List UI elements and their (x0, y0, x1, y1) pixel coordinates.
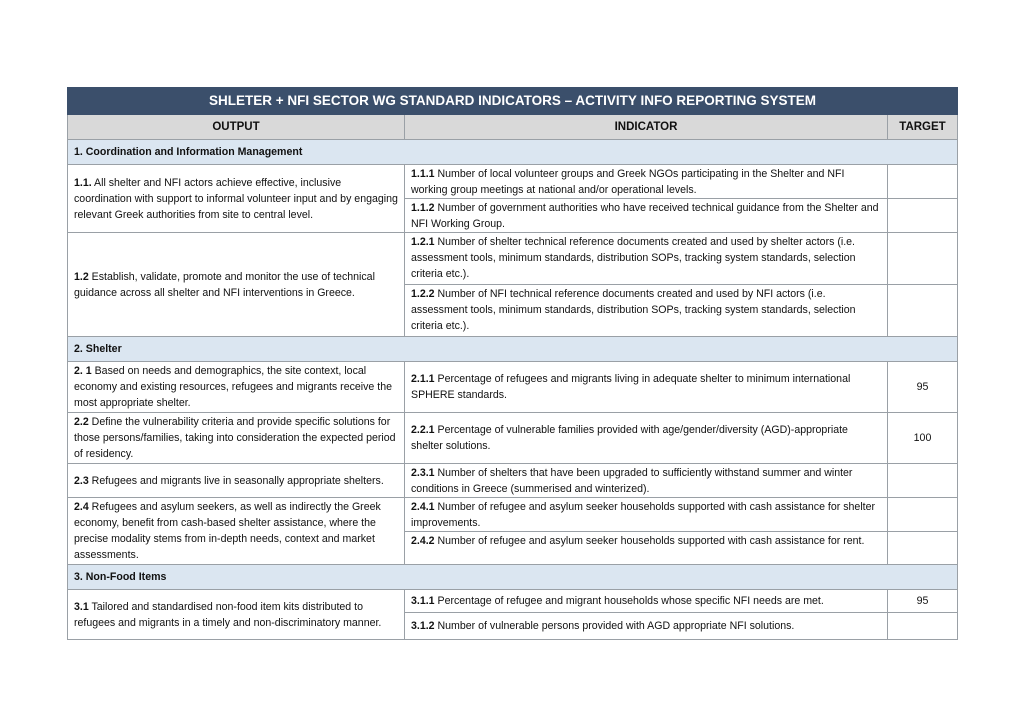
indicator-cell (405, 532, 888, 565)
indicator-cell (405, 590, 888, 613)
target-cell (888, 613, 958, 640)
output-header: OUTPUT (68, 115, 405, 140)
indicator-text: Percentage of refugees and migrants living in adequate shelter to minimum international SPHERE standards. (411, 373, 851, 401)
section-label: 2. Shelter (68, 337, 958, 362)
indicator-header: INDICATOR (405, 115, 888, 140)
indicator-number: 2.1.1 (411, 373, 435, 385)
output-cell (68, 233, 405, 337)
target-cell: 95 (888, 362, 958, 413)
indicator-text: Percentage of vulnerable families provided with age/gender/diversity (AGD)-appropriate shelter solutions. (411, 424, 848, 452)
output-text: All shelter and NFI actors achieve effective, inclusive coordination with support to informal volunteer input and by engaging relevant Greek authorities from site to central level. (74, 176, 398, 221)
section-row (68, 140, 958, 165)
output-cell (68, 413, 405, 464)
indicator-number: 1.1.1 (411, 168, 435, 180)
target-cell (888, 464, 958, 498)
table-row (68, 233, 958, 285)
indicator-text: Number of refugee and asylum seeker households supported with cash assistance for shelter improvements. (411, 501, 876, 529)
indicator-text: Number of shelter technical reference documents created and used by shelter actors (i.e. assessment tools, minimum standards, distribution SOPs, tracking system standards, selection criteria etc.). (411, 236, 856, 280)
target-cell: 95 (888, 590, 958, 613)
output-cell (68, 165, 405, 233)
indicator-cell (405, 362, 888, 413)
indicator-cell (405, 285, 888, 337)
indicator-number: 1.2.2 (411, 288, 435, 300)
output-number: 1.1. (74, 176, 92, 189)
indicator-number: 2.4.2 (411, 535, 435, 547)
output-text: Refugees and migrants live in seasonally appropriate shelters. (88, 474, 384, 487)
target-cell (888, 165, 958, 199)
output-number: 2.4 (74, 501, 89, 513)
indicator-text: Percentage of refugee and migrant households whose specific NFI needs are met. (434, 595, 824, 607)
indicator-cell (405, 165, 888, 199)
table-row (68, 590, 958, 613)
output-cell (68, 362, 405, 413)
indicator-number: 2.3.1 (411, 467, 435, 479)
indicator-number: 2.2.1 (411, 424, 435, 436)
indicator-number: 1.1.2 (411, 202, 435, 214)
target-cell: 100 (888, 413, 958, 464)
indicator-text: Number of local volunteer groups and Greek NGOs participating in the Shelter and NFI working group meetings at national and/or operational levels. (411, 168, 845, 196)
indicator-cell (405, 498, 888, 532)
target-cell (888, 532, 958, 565)
target-header: TARGET (888, 115, 958, 140)
indicator-text: Number of shelters that have been upgraded to sufficiently withstand summer and winter conditions in Greece (summerised and winterized). (411, 467, 853, 495)
output-number: 2.2 (74, 416, 89, 428)
output-number: 2. 1 (74, 365, 92, 377)
indicator-text: Number of government authorities who have received technical guidance from the Shelter and NFI Working Group. (411, 202, 879, 230)
section-label: 1. Coordination and Information Management (68, 140, 958, 165)
indicator-text: Number of NFI technical reference documents created and used by NFI actors (i.e. assessment tools, minimum standards, distribution SOPs, tracking system standards, selection criteria etc.). (411, 288, 856, 332)
output-number: 3.1 (74, 600, 89, 613)
output-text: Define the vulnerability criteria and provide specific solutions for those persons/families, taking into consideration the expected period of residency. (74, 416, 396, 460)
output-text: Tailored and standardised non-food item kits distributed to refugees and migrants in a timely and non-discriminatory manner. (74, 600, 382, 629)
indicators-table (67, 87, 958, 640)
table-row (68, 165, 958, 199)
target-cell (888, 285, 958, 337)
output-text: Establish, validate, promote and monitor the use of technical guidance across all shelter and NFI interventions in Greece. (74, 270, 375, 299)
indicator-cell (405, 233, 888, 285)
section-label: 3. Non-Food Items (68, 565, 958, 590)
indicator-number: 2.4.1 (411, 501, 435, 513)
table-row (68, 362, 958, 413)
header-row (68, 115, 958, 140)
output-cell (68, 590, 405, 640)
indicator-cell (405, 413, 888, 464)
output-number: 1.2 (74, 270, 89, 283)
table-row (68, 464, 958, 498)
section-row (68, 565, 958, 590)
indicator-cell (405, 464, 888, 498)
output-text: Based on needs and demographics, the site context, local economy and existing resources, refugees and migrants receive the most appropriate shelter. (74, 365, 392, 409)
table-row (68, 413, 958, 464)
output-text: Refugees and asylum seekers, as well as indirectly the Greek economy, benefit from cash-based shelter assistance, where the precise modality stems from in-depth needs, context and market assessments. (74, 501, 381, 561)
table-row (68, 498, 958, 532)
table-title: SHLETER + NFI SECTOR WG STANDARD INDICATORS – ACTIVITY INFO REPORTING SYSTEM (68, 88, 958, 115)
indicator-text: Number of refugee and asylum seeker households supported with cash assistance for rent. (434, 535, 865, 547)
indicator-cell (405, 613, 888, 640)
indicator-text: Number of vulnerable persons provided with AGD appropriate NFI solutions. (434, 620, 795, 632)
target-cell (888, 199, 958, 233)
output-cell (68, 464, 405, 498)
target-cell (888, 498, 958, 532)
indicator-number: 3.1.1 (411, 595, 435, 607)
indicator-cell (405, 199, 888, 233)
indicator-number: 3.1.2 (411, 620, 435, 632)
output-cell (68, 498, 405, 565)
section-row (68, 337, 958, 362)
indicator-number: 1.2.1 (411, 236, 435, 248)
output-number: 2.3 (74, 474, 89, 487)
target-cell (888, 233, 958, 285)
